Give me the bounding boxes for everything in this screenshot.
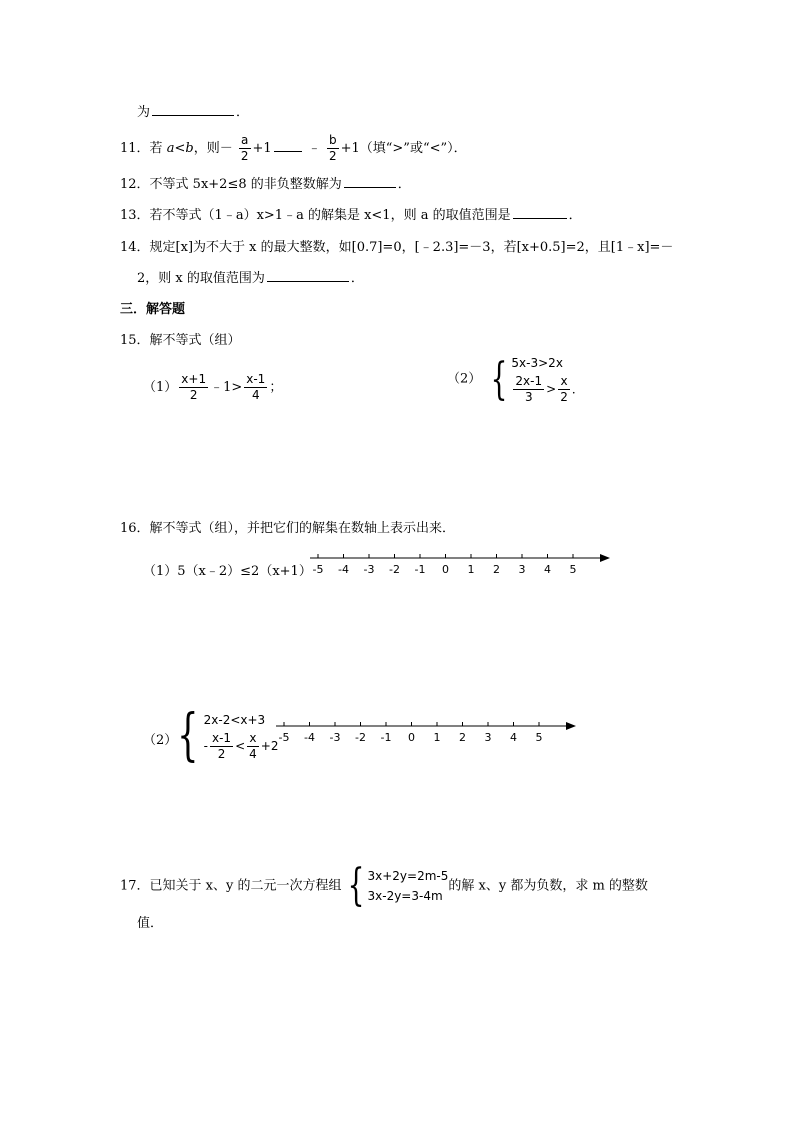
brace-icon: { <box>347 860 364 911</box>
axis-tick-label: 5 <box>535 731 543 744</box>
q15-title: 解不等式（组） <box>149 333 241 348</box>
q13-text: 若不等式（1﹣a）x>1﹣a 的解集是 x<1，则 a 的取值范围是 <box>149 208 511 223</box>
q12-answer-blank[interactable] <box>344 186 396 188</box>
q13-answer-blank[interactable] <box>513 217 567 219</box>
q16-part1 <box>143 563 312 581</box>
q15-p1-end: ； <box>269 380 283 395</box>
q16-p2-line1: 2x-2<x+3 <box>203 712 266 727</box>
number-line-2[interactable] <box>276 716 576 746</box>
q11-var-a: a <box>166 141 175 156</box>
q13-end: ． <box>568 208 582 223</box>
axis-tick-label: -3 <box>329 731 341 744</box>
question-14-line2 <box>137 270 364 288</box>
q16-p1-label: （1） <box>143 564 178 579</box>
brace-icon: { <box>491 353 508 405</box>
q15-number: 15． <box>120 333 150 348</box>
q17-line2: 值． <box>137 916 164 931</box>
q17-system <box>342 860 449 911</box>
arrow-right-icon <box>566 722 576 730</box>
axis-tick-label: 0 <box>408 731 415 744</box>
q10-end: ． <box>236 105 250 120</box>
question-15 <box>120 332 241 350</box>
q14-end: ． <box>350 271 364 286</box>
q11-frac-b-over-2: $\frac{b}{2}$ <box>328 133 337 163</box>
q15-part2 <box>447 354 584 405</box>
q14-number: 14． <box>120 240 150 255</box>
q10-text: 为 <box>137 105 151 120</box>
axis-tick-label: -5 <box>278 731 290 744</box>
question-16 <box>120 520 455 538</box>
axis-tick-label: 1 <box>467 563 475 576</box>
q11-plus1: +1 <box>252 141 272 156</box>
axis-tick-label: -4 <box>338 563 349 576</box>
q11-minus: ﹣ <box>307 141 321 156</box>
question-11 <box>120 131 467 167</box>
q16-p2-line2: - $\frac{x-1}{2}$ < $\frac{x}{4}$ +2 <box>203 730 279 761</box>
axis-tick-label: -2 <box>389 563 400 576</box>
arrow-right-icon <box>600 554 610 562</box>
question-13 <box>120 207 582 225</box>
q16-p2-system <box>170 703 279 768</box>
axis-tick-label: 0 <box>442 563 449 576</box>
axis-tick-label: 3 <box>484 731 492 744</box>
q17-eq2: 3x-2y=3-4m <box>367 889 443 903</box>
q11-number: 11． <box>120 141 150 156</box>
q17-pre: 已知关于 x、y 的二元一次方程组 <box>149 878 342 894</box>
q15-part1 <box>143 368 282 408</box>
axis-tick-label: 4 <box>510 731 517 744</box>
q11-mid: ，则－ <box>193 141 233 156</box>
axis-tick-label: -1 <box>380 731 392 744</box>
q16-title: 解不等式（组），并把它们的解集在数轴上表示出来． <box>149 521 456 536</box>
axis-tick-label: 2 <box>493 563 500 576</box>
q16-part2 <box>170 703 279 768</box>
q15-p1-label: （1） <box>143 380 178 395</box>
q11-pre: 若 <box>149 141 163 156</box>
axis-tick-label: -1 <box>414 563 426 576</box>
q15-p2-line2: $\frac{2x-1}{3}$ > $\frac{x}{2}$ ． <box>515 374 584 404</box>
q11-lt: < <box>174 141 186 156</box>
axis-tick-label: -4 <box>304 731 315 744</box>
axis-tick-label: -3 <box>363 563 375 576</box>
q17-number: 17． <box>120 878 150 894</box>
question-14-line1 <box>120 239 673 257</box>
axis-tick-label: 2 <box>459 731 466 744</box>
section-3-title: 三．解答题 <box>120 302 186 317</box>
q10-answer-blank[interactable] <box>152 114 234 116</box>
q11-instruction: +1（填“>”或“<”）． <box>340 141 467 156</box>
q12-text: 不等式 5x+2≤8 的非负整数解为 <box>149 177 342 192</box>
q14-line1: 规定[x]为不大于 x 的最大整数，如[0.7]=0，[﹣2.3]=－3，若[x+0.5]=2，且[1﹣x]=－ <box>149 240 674 255</box>
q15-p1-mid: ﹣1> <box>210 380 243 395</box>
q11-answer-blank[interactable] <box>274 150 302 152</box>
q16-p1-expr: 5（x﹣2）≤2（x+1） <box>177 564 312 579</box>
q17-post: 的解 x、y 都为负数，求 m 的整数 <box>448 878 648 894</box>
q14-line2: 2，则 x 的取值范围为 <box>137 271 265 286</box>
q14-answer-blank[interactable] <box>267 280 349 282</box>
q16-p2-label: （2） <box>143 733 178 748</box>
q15-p1-frac2: $\frac{x-1}{4}$ <box>246 372 266 402</box>
axis-tick-label: 3 <box>518 563 526 576</box>
q16-number: 16． <box>120 521 150 536</box>
axis-tick-label: -2 <box>355 731 366 744</box>
q13-number: 13． <box>120 208 150 223</box>
q10-tail <box>137 104 249 122</box>
question-17 <box>120 860 648 911</box>
axis-tick-label: 5 <box>569 563 577 576</box>
axis-tick-label: 4 <box>544 563 551 576</box>
q11-frac-a-over-2: $\frac{a}{2}$ <box>240 133 249 163</box>
q12-number: 12． <box>120 177 150 192</box>
number-line-1[interactable] <box>310 548 610 578</box>
q15-p2-label: （2） <box>447 371 482 387</box>
question-12 <box>120 176 411 194</box>
q17-eq1: 3x+2y=2m-5 <box>367 869 449 883</box>
brace-icon: { <box>177 703 199 768</box>
q15-p2-system <box>485 354 583 405</box>
q15-p2-line1: 5x-3>2x <box>511 356 563 370</box>
q15-p1-frac1: $\frac{x+1}{2}$ <box>181 372 207 402</box>
q11-var-b: b <box>185 141 194 156</box>
axis-tick-label: 1 <box>433 731 441 744</box>
axis-tick-label: -5 <box>312 563 324 576</box>
q12-end: ． <box>397 177 411 192</box>
